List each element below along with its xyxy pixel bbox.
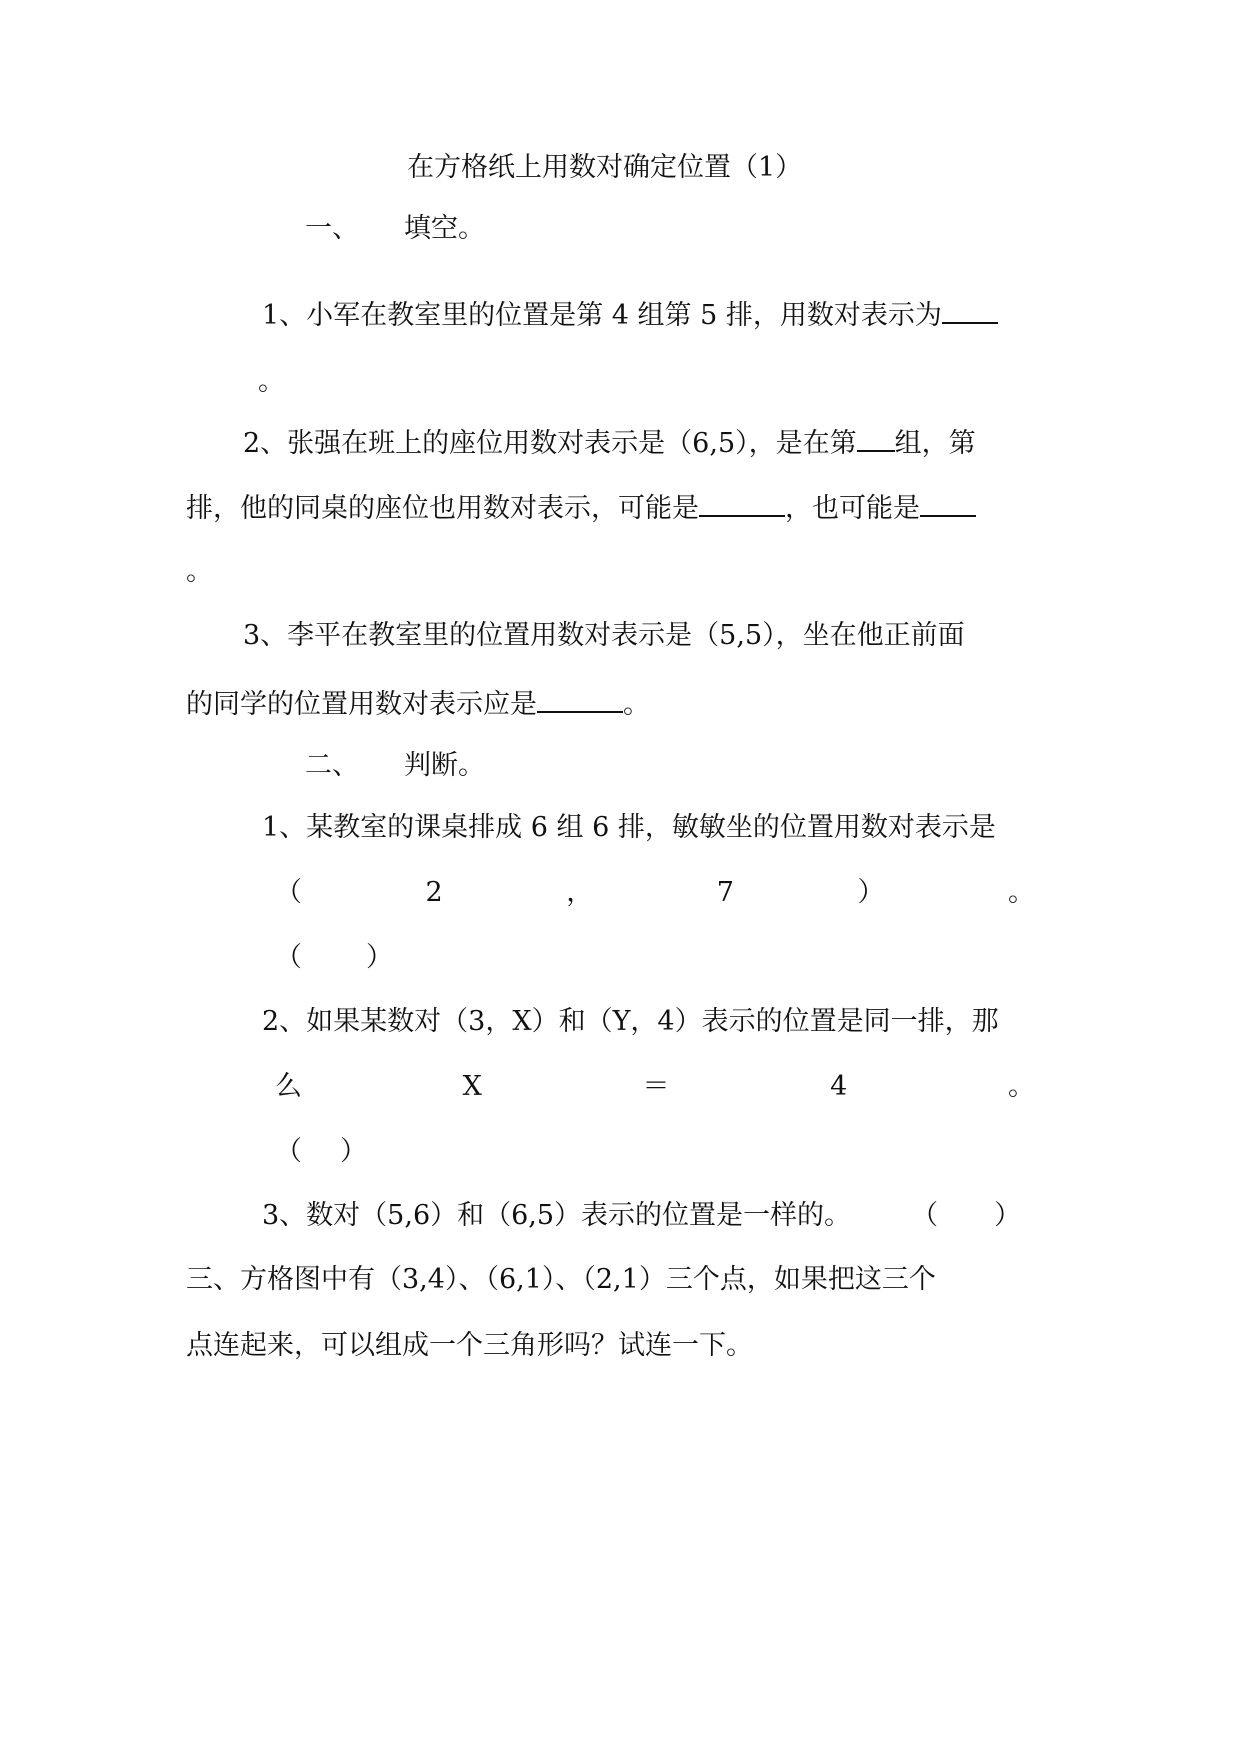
s2-q2-part-me: 么 [275, 1071, 302, 1102]
s2-q3-answer-open: （ [911, 1200, 939, 1231]
s2-q3-answer-close: ） [994, 1200, 1022, 1231]
s1-q3-end: 。 [623, 689, 650, 720]
section1-heading [305, 211, 485, 247]
section1-heading-text: 填空。 [404, 213, 485, 244]
s1-q1-answer-blank[interactable] [942, 296, 998, 324]
s3-line1: 三、方格图中有（3,4）、（6,1）、（2,1）三个点，如果把这三个 [186, 1264, 936, 1295]
s3-line2: 点连起来，可以组成一个三角形吗？试连一下。 [186, 1330, 753, 1361]
s1-q3-text-b: 的同学的位置用数对表示应是 [186, 689, 537, 720]
s2-q2-answer-open: （ [275, 1136, 302, 1167]
section2-heading-text: 判断。 [404, 750, 485, 781]
s2-q2-part-end: 。 [1007, 1071, 1035, 1102]
section1-heading-number: 一、 [305, 213, 359, 244]
s1-q1-text: 1、小军在教室里的位置是第 4 组第 5 排，用数对表示为 [262, 300, 942, 331]
s2-q1-part-7: 7 [716, 877, 734, 908]
s1-q1-line1 [262, 296, 998, 334]
s1-q1-end: 。 [258, 366, 285, 397]
s2-q1-line1: 1、某教室的课桌排成 6 组 6 排，敏敏坐的位置用数对表示是 [262, 812, 996, 843]
s2-q2-part-4: 4 [830, 1071, 848, 1102]
s1-q2-text-c: 排，他的同桌的座位也用数对表示，可能是 [186, 493, 699, 524]
s2-q3-line [262, 1198, 1021, 1234]
section2-heading [305, 748, 485, 784]
s2-q1-part-comma: ， [566, 877, 594, 908]
section2-heading-number: 二、 [305, 750, 359, 781]
s2-q3-text: 3、数对（5,6）和（6,5）表示的位置是一样的。 [262, 1200, 852, 1231]
s1-q2-text-b: 组，第 [894, 428, 976, 459]
page-title: 在方格纸上用数对确定位置（1） [407, 152, 803, 183]
s2-q1-part-open: （ [275, 877, 302, 908]
s1-q2-text-d: ，也可能是 [785, 493, 920, 524]
s2-q2-part-eq: ＝ [642, 1071, 670, 1102]
s1-q2-text-a: 2、张强在班上的座位用数对表示是（6,5），是在第 [243, 428, 857, 459]
s1-q2-group-blank[interactable] [857, 424, 895, 452]
s1-q2-option2-blank[interactable] [920, 489, 976, 517]
s1-q3-line1: 3、李平在教室里的位置用数对表示是（5,5），坐在他正前面 [243, 620, 965, 651]
s2-q1-answer-close: ） [366, 942, 393, 973]
s2-q2-answer-box[interactable] [275, 1134, 367, 1170]
s2-q1-part-end: 。 [1007, 877, 1035, 908]
s2-q2-part-x: X [462, 1071, 482, 1102]
s2-q2-line2 [275, 1069, 1035, 1105]
s1-q3-line2 [186, 685, 650, 723]
s2-q2-answer-close: ） [340, 1136, 367, 1167]
s2-q1-answer-box[interactable] [275, 940, 393, 976]
s1-q2-option1-blank[interactable] [699, 489, 785, 517]
s1-q2-end: 。 [186, 556, 213, 587]
s1-q2-line2 [186, 489, 976, 527]
s2-q1-answer-open: （ [275, 942, 302, 973]
s2-q3-answer-box[interactable] [911, 1200, 1021, 1231]
s2-q1-part-close: ） [857, 877, 885, 908]
s1-q3-answer-blank[interactable] [537, 685, 623, 713]
s2-q1-part-2: 2 [425, 877, 443, 908]
s1-q2-line1 [243, 424, 976, 462]
s2-q1-line2 [275, 875, 1035, 911]
s2-q2-line1: 2、如果某数对（3，X）和（Y，4）表示的位置是同一排，那 [262, 1006, 999, 1037]
